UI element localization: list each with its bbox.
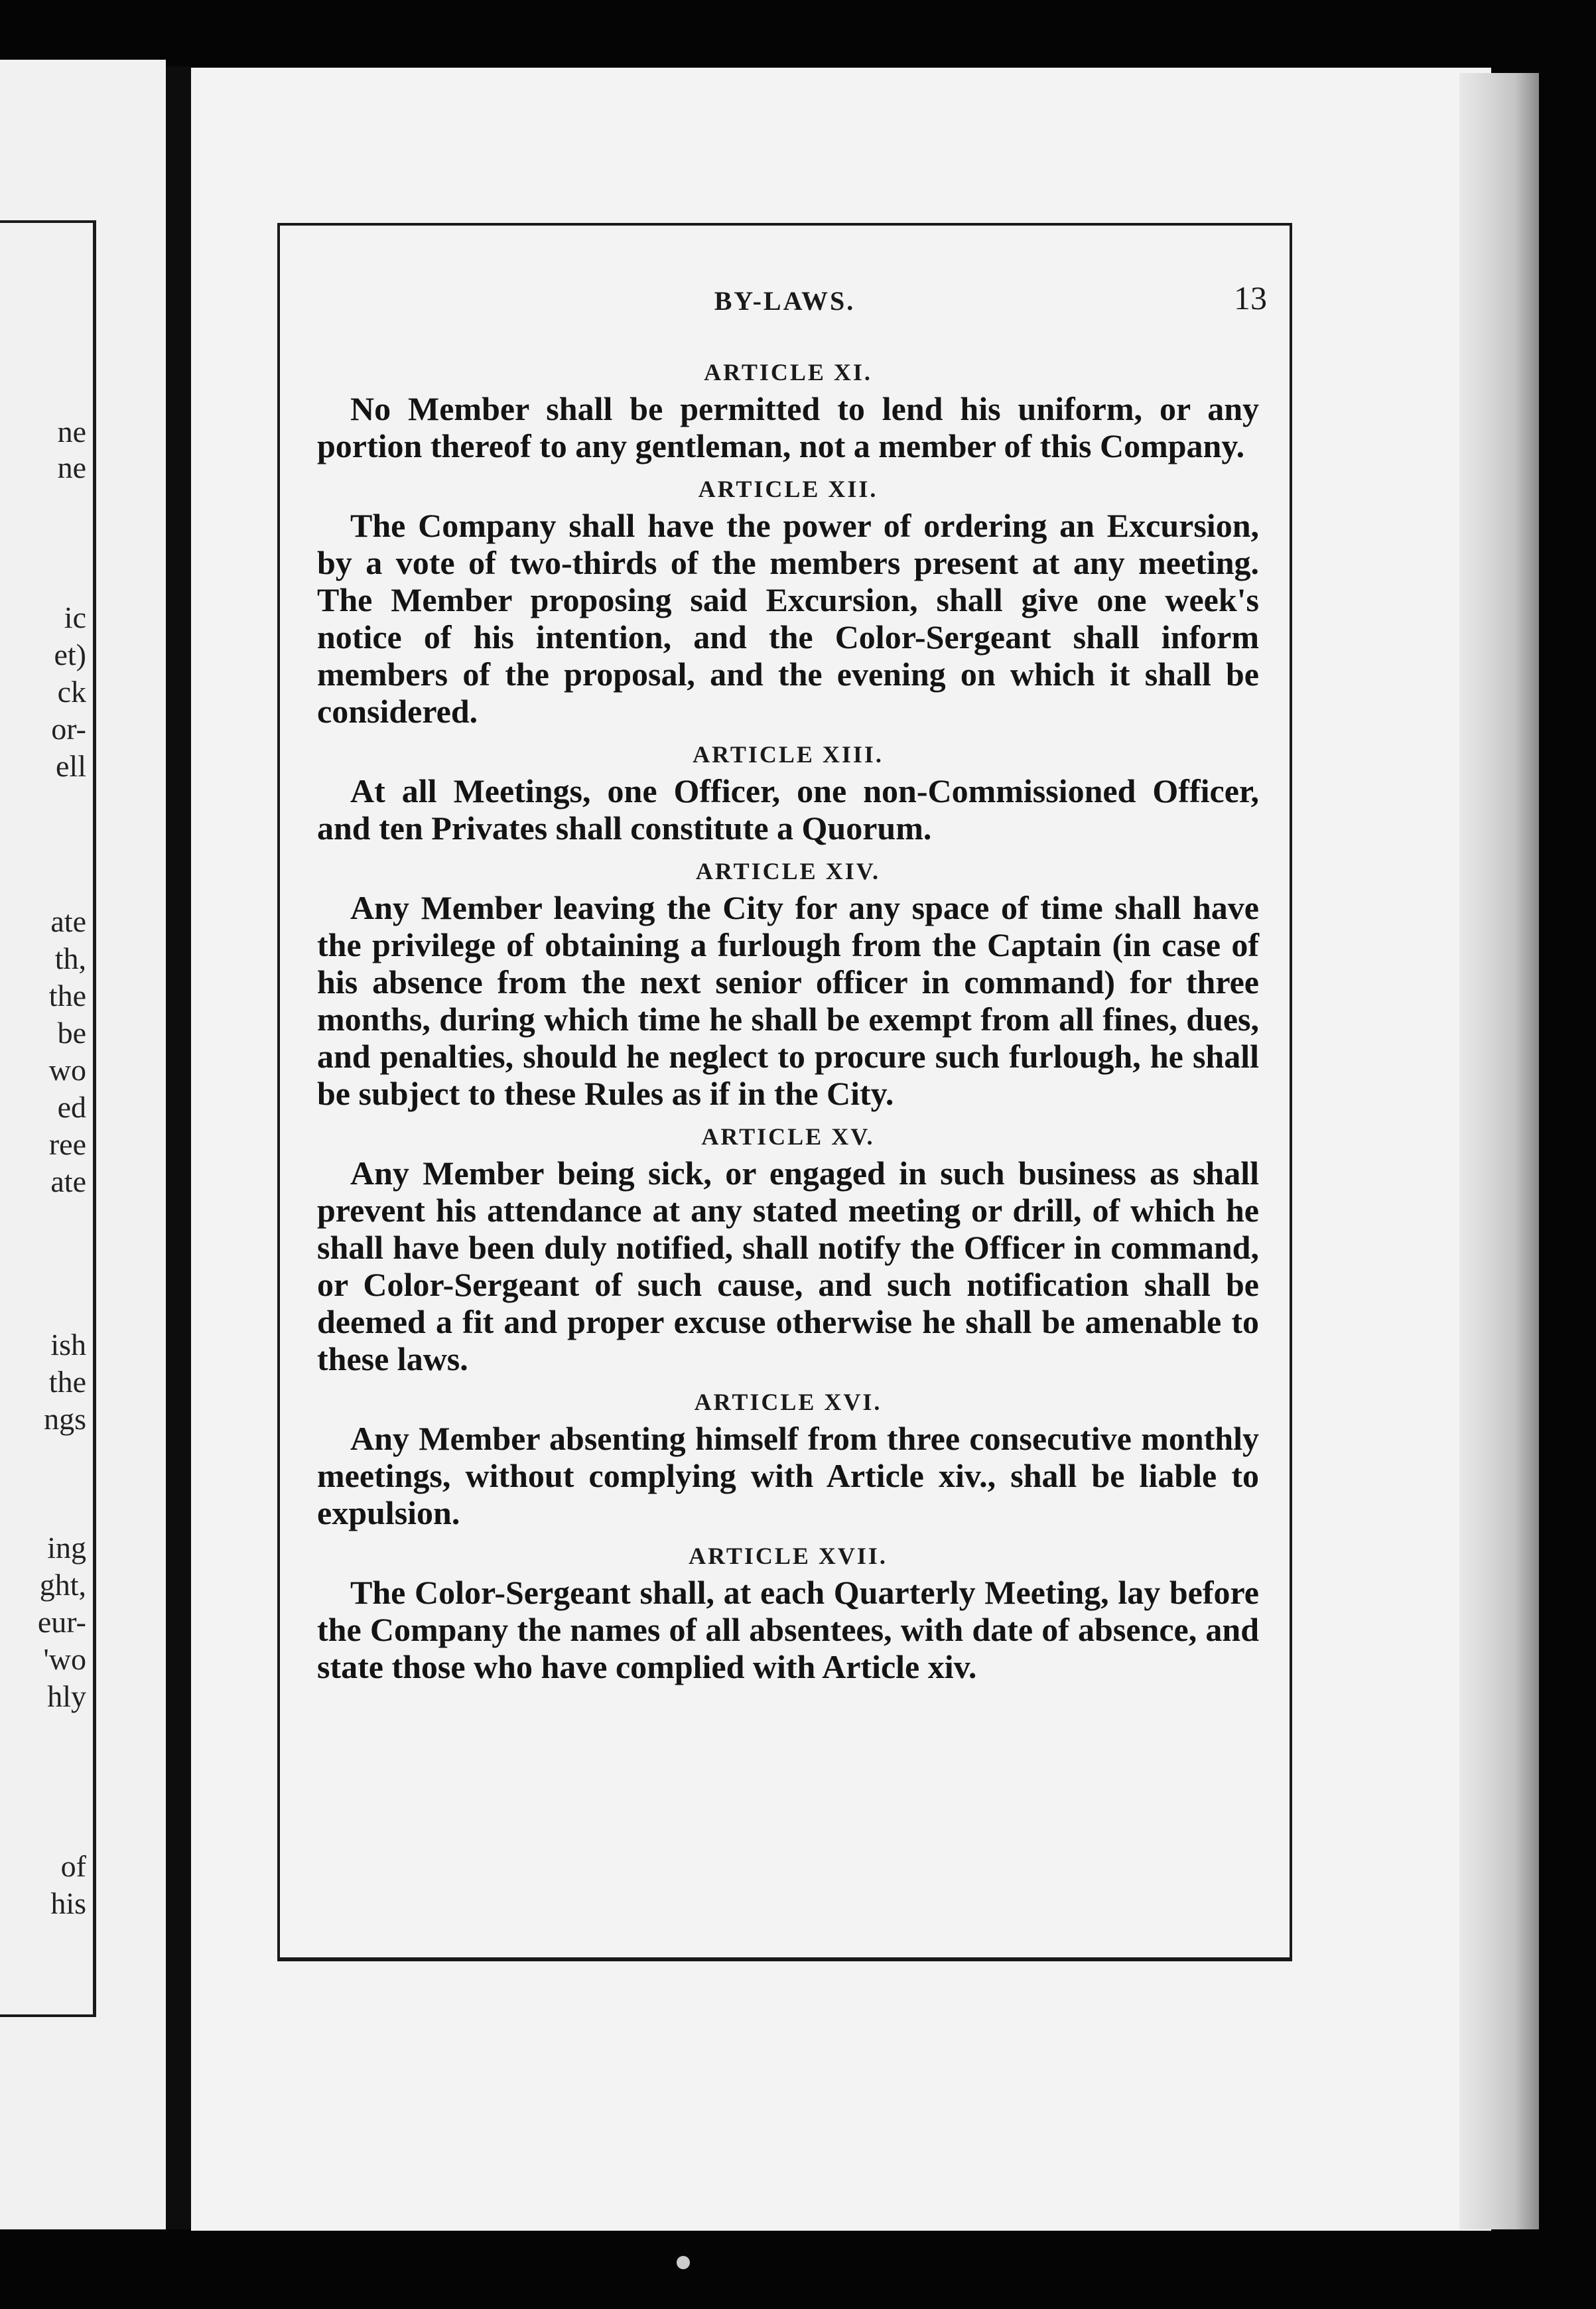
article-xvi: [317, 1388, 1259, 1531]
article-xiv: [317, 857, 1259, 1112]
article-xiii: [317, 740, 1259, 847]
article-heading: ARTICLE XIV.: [695, 858, 881, 884]
left-fragment: ic: [64, 600, 86, 634]
article-heading: ARTICLE XIII.: [693, 741, 884, 768]
article-heading: ARTICLE XI.: [704, 359, 872, 385]
book-gutter: [166, 66, 192, 2229]
left-fragment: wo: [48, 1053, 86, 1087]
left-fragment: ate: [50, 904, 86, 938]
article-heading: ARTICLE XV.: [701, 1123, 875, 1150]
article-body: Any Member absenting himself from three consecutive monthly meetings, without complying with Article xiv., shall be liable to expulsion.: [317, 1420, 1259, 1531]
left-fragment: be: [57, 1016, 86, 1050]
left-fragment: th,: [54, 942, 86, 975]
left-fragment: ne: [57, 415, 86, 449]
article-xvii: [317, 1542, 1259, 1685]
body-text: [317, 358, 1259, 1696]
article-body: No Member shall be permitted to lend his uniform, or any portion thereof to any gentleman, not a member of this Company.: [317, 390, 1259, 464]
left-fragment: et): [54, 638, 86, 671]
left-fragment: eur-: [37, 1605, 86, 1639]
running-head: BY-LAWS.: [714, 286, 856, 316]
article-heading: ARTICLE XVII.: [689, 1543, 888, 1569]
left-fragment: ngs: [44, 1402, 86, 1436]
article-xv: [317, 1123, 1259, 1377]
left-fragment: the: [48, 979, 86, 1013]
article-body: Any Member being sick, or engaged in such business as shall prevent his attendance at any stated meeting or drill, of which he shall have been duly notified, shall notify the Officer in command, or Color-Sergeant of such cause, and such notification shall be deemed a fit and proper excuse otherwise he shall be amenable to these laws.: [317, 1154, 1259, 1377]
left-fragment: ne: [57, 451, 86, 484]
left-fragment: the: [48, 1365, 86, 1399]
left-fragment: his: [50, 1886, 86, 1920]
left-fragment: 'wo: [43, 1642, 86, 1676]
page-edges: [1459, 73, 1539, 2229]
article-body: The Color-Sergeant shall, at each Quarterly Meeting, lay before the Company the names of all absentees, with date of absence, and state those who have complied with Article xiv.: [317, 1574, 1259, 1685]
scan-speck: [677, 2256, 690, 2269]
left-fragment: of: [60, 1849, 86, 1883]
left-fragment: or-: [51, 712, 86, 746]
left-facing-page: [0, 60, 166, 2229]
article-body: The Company shall have the power of ordering an Excursion, by a vote of two-thirds of the members present at any meeting. The Member proposing said Excursion, shall give one week's notice of his intention, and the Color-Sergeant shall inform members of the proposal, and the evening on which it shall be considered.: [317, 507, 1259, 730]
text-frame: [277, 223, 1292, 1961]
left-fragment: hly: [47, 1679, 86, 1713]
article-xi: [317, 358, 1259, 464]
left-fragment: ate: [50, 1164, 86, 1198]
page-number: 13: [1234, 279, 1267, 316]
article-body: At all Meetings, one Officer, one non-Commissioned Officer, and ten Privates shall constitute a Quorum.: [317, 772, 1259, 847]
article-body: Any Member leaving the City for any space of time shall have the privilege of obtaining a furlough from the Captain (in case of his absence from the next senior officer in command) for three months, during which time he shall be exempt from all fines, dues, and penalties, should he neglect to procure such furlough, he shall be subject to these Rules as if in the City.: [317, 889, 1259, 1112]
left-fragment: ish: [50, 1328, 86, 1362]
left-fragment: ing: [47, 1531, 86, 1565]
left-fragment: ell: [56, 749, 86, 783]
article-xii: [317, 475, 1259, 730]
left-page-frame: [0, 220, 96, 2017]
left-fragment: ed: [57, 1090, 86, 1124]
left-fragment: ck: [57, 675, 86, 709]
left-fragment: ght,: [39, 1568, 86, 1602]
left-fragment: ree: [48, 1127, 86, 1161]
article-heading: ARTICLE XVI.: [694, 1389, 882, 1415]
article-heading: ARTICLE XII.: [698, 476, 878, 502]
